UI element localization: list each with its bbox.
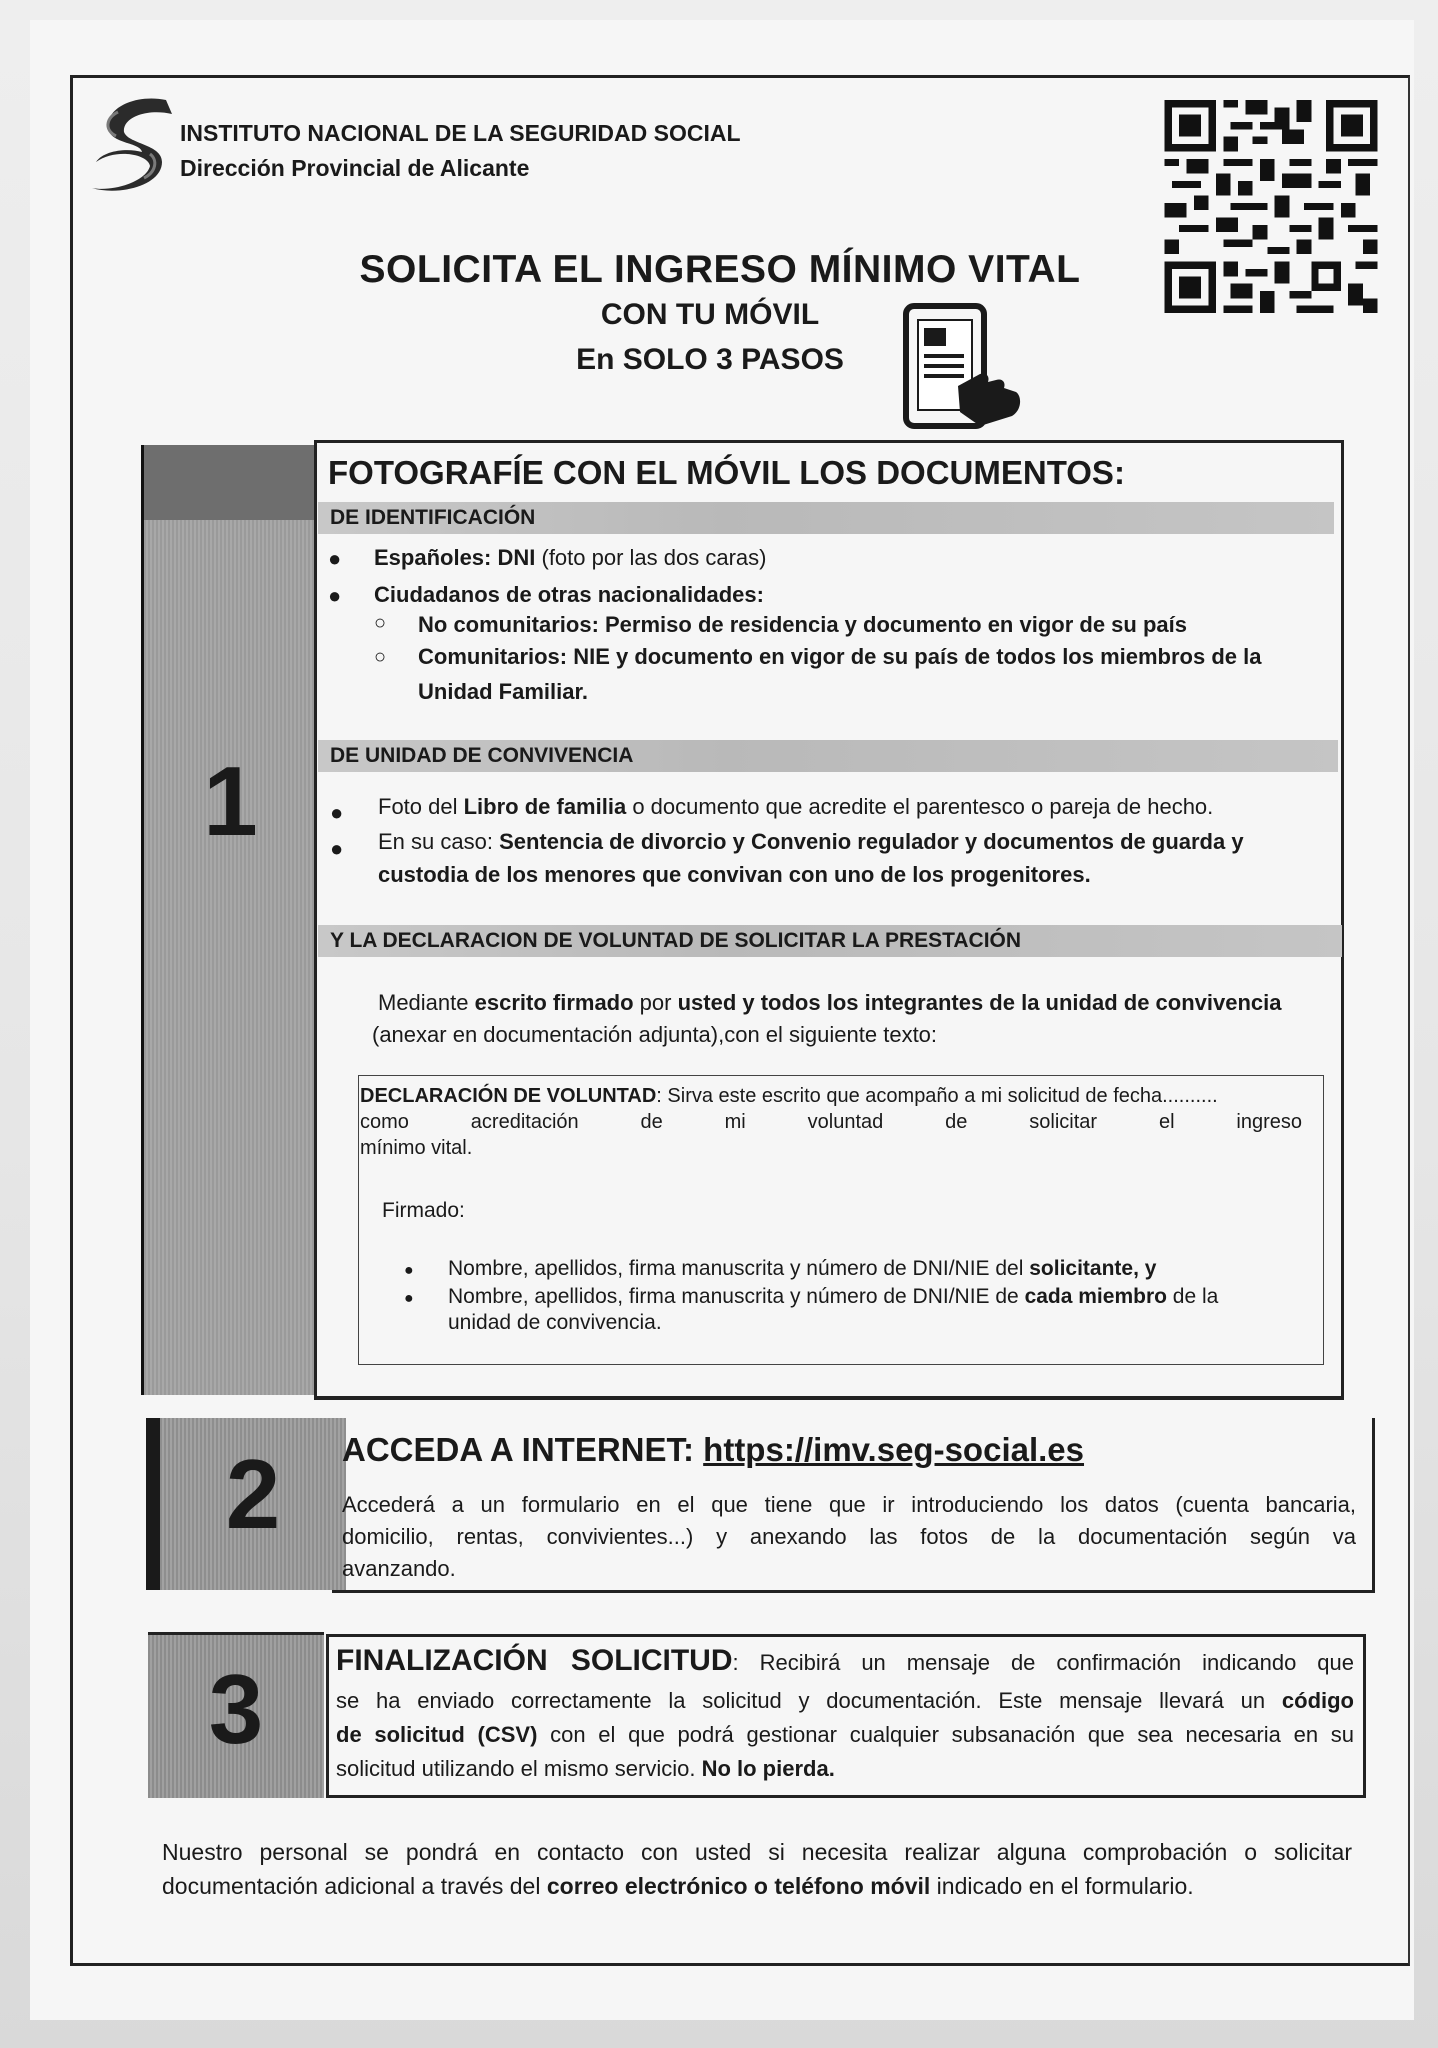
bullet-dot: ● [404, 1290, 414, 1307]
bullet-dot: ● [404, 1262, 414, 1279]
decl-box-line3: mínimo vital. [360, 1137, 473, 1159]
step3-number-column [148, 1632, 324, 1798]
imv-website-link[interactable]: https://imv.seg-social.es [703, 1431, 1085, 1468]
bullet-dot: ● [328, 546, 342, 571]
step1-title: FOTOGRAFÍE CON EL MÓVIL LOS DOCUMENTOS: [328, 454, 1125, 491]
sub-bullet-circle: ○ [374, 646, 387, 668]
mobile-phone-icon [900, 302, 1024, 432]
step3-line3: de solicitud (CSV) con el que podrá gestionar cualquier subsanación que sea necesaria en su [336, 1722, 1354, 1747]
step2-number-column [146, 1418, 346, 1590]
decl-box-line1: DECLARACIÓN DE VOLUNTAD: Sirva este escrito que acompaño a mi solicitud de fecha.......... [360, 1085, 1218, 1107]
step3-line2: se ha enviado correctamente la solicitud y documentación. Este mensaje llevará un código [336, 1688, 1354, 1713]
decl-paragraph-line2: (anexar en documentación adjunta),con el siguiente texto: [372, 1022, 938, 1047]
decl-paragraph-line1: Mediante escrito firmado por usted y todos los integrantes de la unidad de convivencia [378, 990, 1282, 1015]
conv-bullet-sentencia-line1: En su caso: Sentencia de divorcio y Convenio regulador y documentos de guarda y [378, 829, 1244, 854]
subtitle-mobile: CON TU MÓVIL [600, 298, 820, 331]
step2-title: ACCEDA A INTERNET: [342, 1431, 694, 1468]
step3-line4: solicitud utilizando el mismo servicio. No lo pierda. [336, 1756, 835, 1781]
step2-number: 2 [225, 1439, 281, 1549]
declaracion-header: Y LA DECLARACION DE VOLUNTAD DE SOLICITAR LA PRESTACIÓN [318, 925, 1342, 957]
decl-signed-label: Firmado: [382, 1199, 465, 1222]
id-bullet-spanish: Españoles: DNI (foto por las dos caras) [374, 545, 767, 570]
id-sub-eu-line2: Unidad Familiar. [418, 679, 588, 704]
sub-bullet-circle: ○ [374, 612, 387, 634]
org-department: Dirección Provincial de Alicante [180, 155, 530, 181]
decl-sig-applicant: Nombre, apellidos, firma manuscrita y número de DNI/NIE del solicitante, y [448, 1257, 1157, 1280]
conv-bullet-libro: Foto del Libro de familia o documento que acredite el parentesco o pareja de hecho. [378, 794, 1214, 819]
bullet-dot: ● [330, 836, 344, 861]
step1-number-column [141, 445, 317, 1395]
decl-sig-members-line2: unidad de convivencia. [448, 1311, 662, 1334]
step1-column-header [144, 445, 317, 520]
convivencia-header: DE UNIDAD DE CONVIVENCIA [318, 740, 1338, 772]
org-name: INSTITUTO NACIONAL DE LA SEGURIDAD SOCIAL [180, 120, 741, 146]
bullet-dot: ● [330, 800, 344, 825]
qr-code-icon[interactable] [1163, 100, 1379, 313]
footer-contact-note: Nuestro personal se pondrá en contacto con usted si necesita realizar alguna comprobación o solicitar documentación adicional a través del correo electrónico o teléfono móvil indicado en el formulario. [162, 1839, 1352, 1899]
identificacion-header: DE IDENTIFICACIÓN [318, 502, 1334, 534]
id-bullet-foreign: Ciudadanos de otras nacionalidades: [374, 582, 764, 607]
step1-number: 1 [203, 746, 258, 856]
step2-line2: domicilio, rentas, convivientes...) y anexando las fotos de la documentación según va [342, 1524, 1356, 1549]
step2-title-row [342, 1430, 1084, 1470]
step2-line3: avanzando. [342, 1556, 456, 1581]
id-sub-eu-line1: Comunitarios: NIE y documento en vigor de su país de todos los miembros de la [418, 644, 1262, 669]
page-title: SOLICITA EL INGRESO MÍNIMO VITAL [359, 248, 1081, 291]
seguridad-social-logo-icon [88, 92, 174, 196]
bullet-dot: ● [328, 583, 342, 608]
step3-line1: FINALIZACIÓN SOLICITUD: Recibirá un mensaje de confirmación indicando que [336, 1644, 1354, 1677]
conv-bullet-sentencia-line2: custodia de los menores que convivan con uno de los progenitores. [378, 862, 1091, 887]
decl-sig-members-line1: Nombre, apellidos, firma manuscrita y número de DNI/NIE de cada miembro de la [448, 1285, 1219, 1308]
subtitle-steps: En SOLO 3 PASOS [576, 343, 844, 376]
decl-box-line2: como acreditación de mi voluntad de solicitar el ingreso [360, 1111, 1302, 1133]
step3-number: 3 [208, 1654, 264, 1764]
step2-line1: Accederá a un formulario en el que tiene que ir introduciendo los datos (cuenta bancaria, [342, 1492, 1356, 1517]
id-sub-non-eu: No comunitarios: Permiso de residencia y documento en vigor de su país [418, 612, 1187, 637]
